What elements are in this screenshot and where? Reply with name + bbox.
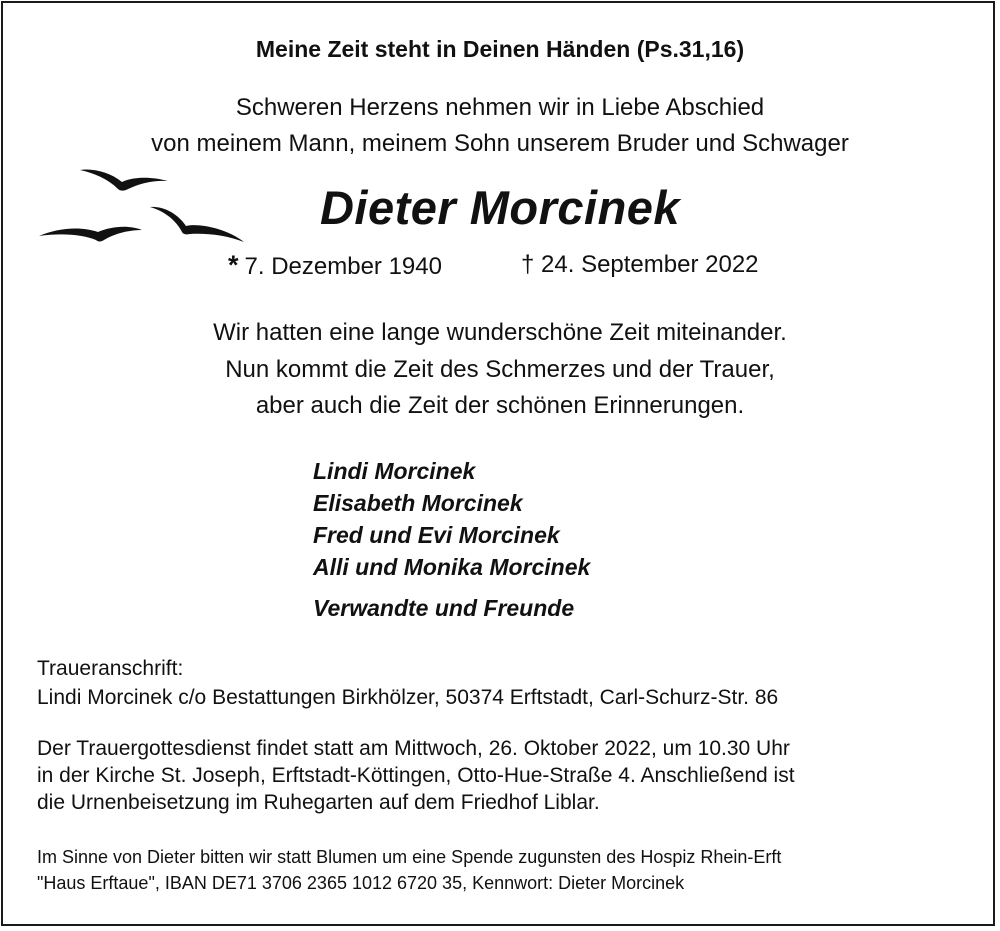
death-date: 24. September 2022 — [541, 251, 759, 278]
quote-line-3: aber auch die Zeit der schönen Erinnerungen. — [255, 392, 745, 419]
quote-line-2: Nun kommt die Zeit des Schmerzes und der Trauer, — [225, 356, 775, 383]
intro-line-2: von meinem Mann, meinem Sohn unserem Bruder und Schwager — [151, 130, 849, 157]
intro-line-1: Schweren Herzens nehmen wir in Liebe Abschied — [235, 94, 765, 121]
donation-line-1: Im Sinne von Dieter bitten wir statt Blumen um eine Spende zugunsten des Hospiz Rhein-Erft — [37, 847, 782, 867]
donation-line-2: "Haus Erftaue", IBAN DE71 3706 2365 1012 6720 35, Kennwort: Dieter Morcinek — [37, 873, 685, 893]
quote-line-1: Wir hatten eine lange wunderschöne Zeit miteinander. — [213, 319, 787, 346]
service-line-3: die Urnenbeisetzung im Ruhegarten auf dem Friedhof Liblar. — [37, 791, 600, 814]
birth-symbol: * — [228, 250, 239, 280]
deceased-name: Dieter Morcinek — [319, 181, 681, 234]
birth-date-line — [228, 248, 442, 284]
birth-date: 7. Dezember 1940 — [244, 253, 442, 280]
mourner-name: Lindi Morcinek — [313, 458, 476, 484]
address-label: Traueranschrift: — [37, 657, 184, 680]
service-line-1: Der Trauergottesdienst findet statt am Mittwoch, 26. Oktober 2022, um 10.30 Uhr — [37, 737, 790, 760]
death-date-line — [521, 248, 759, 282]
death-symbol: † — [521, 251, 535, 278]
mourner-name: Alli und Monika Morcinek — [313, 554, 591, 580]
bible-motto: Meine Zeit steht in Deinen Händen (Ps.31,16) — [255, 36, 745, 62]
mourner-name: Elisabeth Morcinek — [313, 490, 523, 516]
mourner-name: Fred und Evi Morcinek — [313, 522, 560, 548]
service-line-2: in der Kirche St. Joseph, Erftstadt-Köttingen, Otto-Hue-Straße 4. Anschließend ist — [37, 764, 795, 787]
mourner-relatives: Verwandte und Freunde — [313, 595, 575, 621]
address-text: Lindi Morcinek c/o Bestattungen Birkhölzer, 50374 Erftstadt, Carl-Schurz-Str. 86 — [37, 686, 779, 709]
